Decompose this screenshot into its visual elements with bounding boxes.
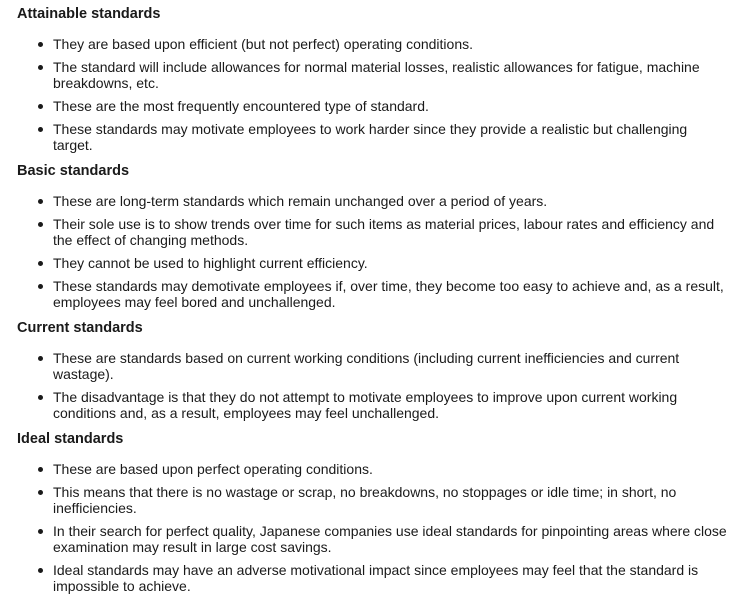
list-item: Ideal standards may have an adverse motivational impact since employees may feel that the standard is impossible to achieve. [53,562,728,594]
bullet-list-current [17,350,728,421]
list-item: These are based upon perfect operating conditions. [53,461,728,477]
section-title-attainable: Attainable standards [17,6,161,22]
list-item: These standards may motivate employees to work harder since they provide a realistic but challenging target. [53,121,728,153]
section-title-ideal: Ideal standards [17,431,124,447]
list-item: In their search for perfect quality, Japanese companies use ideal standards for pinpointing areas where close examination may result in large cost savings. [53,523,727,555]
list-item: These standards may demotivate employees if, over time, they become too easy to achieve and, as a result, employees may feel bored and unchallenged. [53,278,728,310]
list-item: They are based upon efficient (but not perfect) operating conditions. [53,36,728,52]
bullet-list-basic [17,193,728,310]
bullet-list-ideal [17,461,728,594]
bullet-list-attainable [17,36,728,153]
list-item: These are long-term standards which remain unchanged over a period of years. [53,193,728,209]
list-item: These are standards based on current working conditions (including current inefficiencies and current wastage). [53,350,728,382]
section-title-basic: Basic standards [17,163,130,179]
list-item: This means that there is no wastage or scrap, no breakdowns, no stoppages or idle time; in short, no inefficiencies. [53,484,728,516]
list-item: The disadvantage is that they do not attempt to motivate employees to improve upon current working conditions and, as a result, employees may feel unchallenged. [53,389,728,421]
list-item: They cannot be used to highlight current efficiency. [53,255,728,271]
list-item: These are the most frequently encountered type of standard. [53,98,728,114]
list-item: The standard will include allowances for normal material losses, realistic allowances for fatigue, machine breakdowns, etc. [53,59,728,91]
section-title-current: Current standards [17,320,143,336]
list-item: Their sole use is to show trends over time for such items as material prices, labour rates and efficiency and the effect of changing methods. [53,216,728,248]
